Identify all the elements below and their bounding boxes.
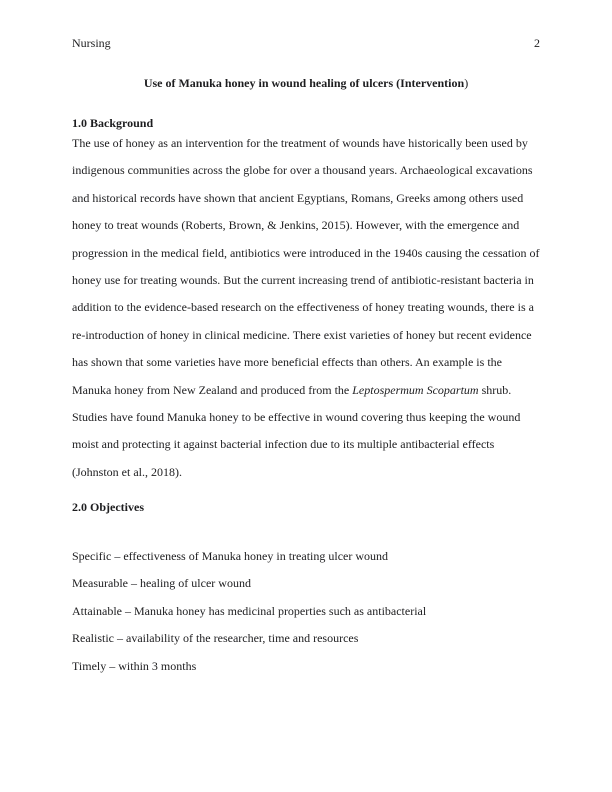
objective-item-realistic: Realistic – availability of the researcher, time and resources	[72, 631, 359, 646]
document-title	[72, 76, 540, 91]
species-name-italic: Leptospermum Scopartum	[352, 382, 479, 397]
objective-item-timely: Timely – within 3 months	[72, 658, 197, 673]
page-number: 2	[534, 36, 540, 50]
running-head-title: Nursing	[72, 36, 111, 50]
objective-item-specific: Specific – effectiveness of Manuka honey in treating ulcer wound	[72, 549, 389, 563]
objective-item-measurable: Measurable – healing of ulcer wound	[72, 576, 251, 591]
background-text-after-italic: shrub. Studies have found Manuka honey to be effective in wound covering thus keeping the wound moist and protecting it against bacterial infection due to its multiple antibacterial effects (Johnston et al., 2018).	[72, 382, 521, 479]
objectives-list	[72, 543, 540, 680]
section-heading-objectives: 2.0 Objectives	[72, 500, 144, 514]
objective-item-attainable: Attainable – Manuka honey has medicinal properties such as antibacterial	[72, 603, 427, 618]
background-text-before-italic: The use of honey as an intervention for the treatment of wounds have historically been used by indigenous communities across the globe for over a thousand years. Archaeological excavations and historical records have shown that ancient Egyptians, Romans, Greeks among others used honey to treat wounds (Roberts, Brown, & Jenkins, 2015). However, with the emergence and progression in the medical field, antibiotics were introduced in the 1940s causing the cessation of honey use for treating wounds. But the current increasing trend of antibiotic-resistant bacteria in addition to the evidence-based research on the effectiveness of honey treating wounds, there is a re-introduction of honey in clinical medicine. There exist varieties of honey but recent evidence has shown that some varieties have more beneficial effects than others. An example is the Manuka honey from New Zealand and produced from the	[72, 136, 540, 397]
section-heading-background: 1.0 Background	[72, 116, 154, 130]
document-title-tail: )	[464, 76, 469, 90]
page-header	[72, 36, 540, 50]
background-paragraph	[72, 130, 540, 486]
document-title-main: Use of Manuka honey in wound healing of ulcers (Intervention	[143, 76, 465, 90]
